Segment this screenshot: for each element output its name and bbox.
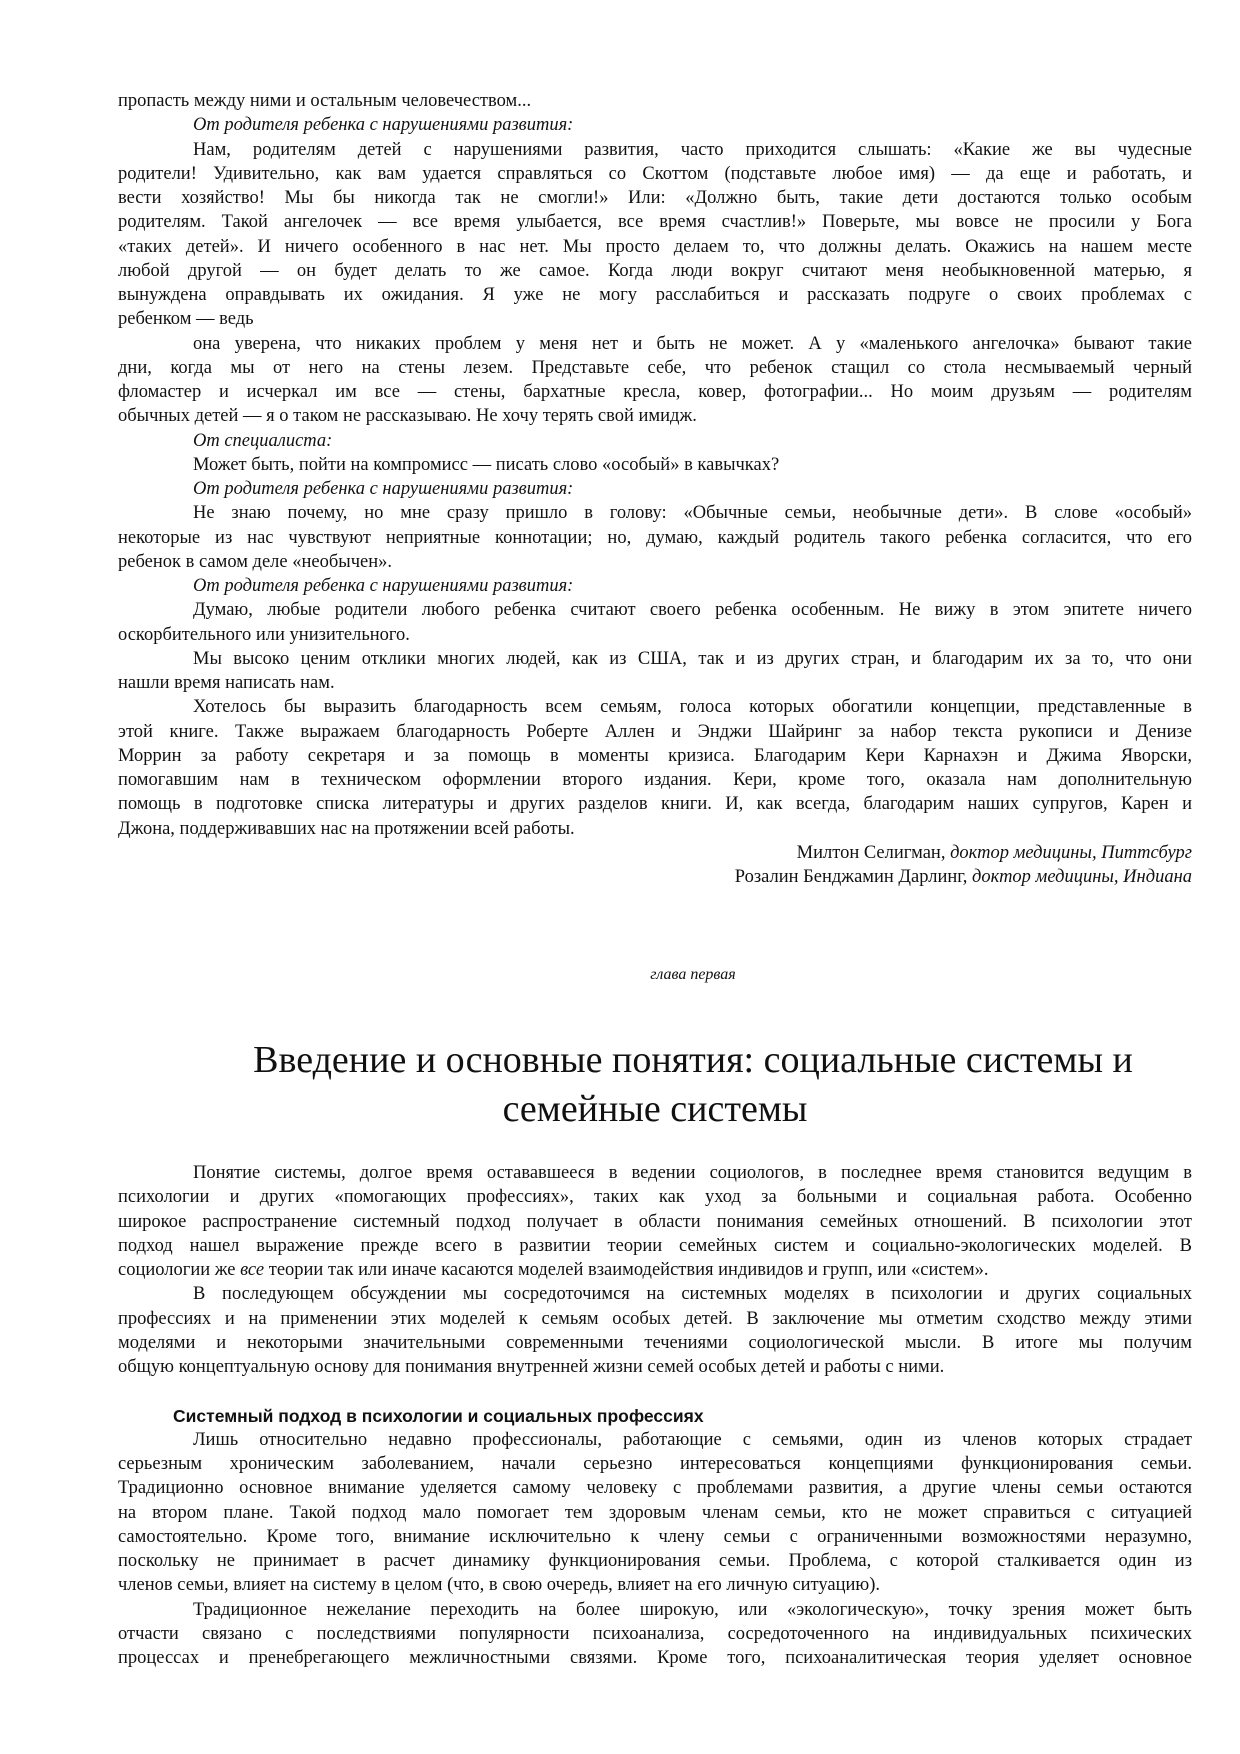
text-line: От родителя ребенка с нарушениями развития: <box>193 115 574 136</box>
paragraph <box>118 647 1192 696</box>
paragraph <box>118 598 1192 647</box>
text-line: любой другой — он будет делать то же самое. Когда люди вокруг считают меня необыкновенной матерью, я <box>118 260 1192 281</box>
speaker-label <box>118 429 1192 453</box>
italic-text: доктор медицины, Индиана <box>972 867 1192 887</box>
text-line: помощь в подготовке списка литературы и других разделов книги. И, как всегда, благодарим наших супругов, Карен и <box>118 794 1192 815</box>
text-line: психологии и других «помогающих профессиях», таких как уход за больными и социальная работа. Особенно <box>118 1187 1192 1208</box>
italic-text: доктор медицины, Питтсбург <box>950 842 1192 863</box>
text-line: на втором плане. Такой подход мало помогает тем здоровым членам семьи, кто не может справиться с ситуацией <box>118 1502 1192 1523</box>
text-line: вести хозяйство! Мы бы никогда так не смогли!» Или: «Должно быть, такие дети достаются только особым <box>118 188 1192 208</box>
text-line: «таких детей». И ничего особенного в нас нет. Мы просто делаем то, что должны делать. Окажись на нашем месте <box>118 236 1192 257</box>
text-line <box>118 865 1192 889</box>
paragraph <box>118 138 1192 332</box>
paragraph <box>118 453 1192 477</box>
text-line: членов семьи, влияет на систему в целом (что, в свою очередь, влияет на его личную ситуацию). <box>118 1575 881 1596</box>
text-line: общую концептуальную основу для понимания внутренней жизни семей особых детей и работы с ними. <box>118 1357 945 1377</box>
text-line: Моррин за работу секретаря и за помощь в моменты кризиса. Благодарим Кери Карнахэн и Джима Яворски, <box>118 745 1192 766</box>
text-line: Джона, поддерживавших нас на протяжении всей работы. <box>118 818 575 839</box>
text-line: оскорбительного или унизительного. <box>118 624 410 645</box>
text-line: поскольку не принимает в расчет динамику функционирования семьи. Проблема, с которой сталкивается один из <box>118 1551 1192 1571</box>
text-line: От родителя ребенка с нарушениями развития: <box>193 576 574 596</box>
chapter-title <box>118 1036 1192 1134</box>
paragraph <box>118 332 1192 429</box>
chapter-title-line: Введение и основные понятия: социальные системы и <box>253 1039 1133 1081</box>
text-line: широкое распространение системный подход получает в области понимания семейных отношений. В психологии этот <box>118 1211 1192 1232</box>
text-line <box>118 1258 1192 1282</box>
front-matter-text <box>118 89 1192 889</box>
text-line: отчасти связано с последствиями популярности психоанализа, сосредоточенного на индивидуальных психических <box>118 1623 1192 1644</box>
chapter-label: глава первая <box>650 966 736 983</box>
text-line: помогавшим нам в техническом оформлении второго издания. Кери, кроме того, оказала нам дополнительную <box>118 770 1192 790</box>
text-line: ребенком — ведь <box>118 309 254 330</box>
text-line: ребенок в самом деле «необычен». <box>118 551 392 572</box>
spacer <box>118 1379 1192 1403</box>
text-line: родителям. Такой ангелочек — все время улыбается, все время счастлив!» Поверьте, мы вовсе не просили у Бога <box>118 212 1192 233</box>
text-line: В последующем обсуждении мы сосредоточимся на системных моделях в психологии и других социальных <box>193 1284 1192 1305</box>
text-line: фломастер и исчеркал им все — стены, бархатные кресла, ковер, фотографии... Но моим друзьям — родителям <box>118 382 1192 402</box>
text-line: Не знаю почему, но мне сразу пришло в голову: «Обычные семьи, необычные дети». В слове «особый» <box>193 503 1192 524</box>
text-line: Лишь относительно недавно профессионалы, работающие с семьями, один из членов которых страдает <box>193 1429 1192 1450</box>
text-line: родители! Удивительно, как вам удается справляться со Скоттом (подставьте любое имя) — да еще и работать, и <box>118 163 1192 184</box>
text-line: самостоятельно. Кроме того, внимание исключительно к члену семьи с ограниченными возможностями неразумно, <box>118 1526 1192 1547</box>
text-segment: теории так или иначе касаются моделей взаимодействия индивидов и групп, или «систем». <box>264 1260 989 1280</box>
text-line: дни, когда мы от него на стены лезем. Представьте себе, что ребенок стащил со стола несмываемый черный <box>118 357 1192 378</box>
signature-block <box>118 841 1192 890</box>
paragraph <box>118 695 1192 841</box>
text-line: этой книге. Также выражаем благодарность Роберте Аллен и Энджи Шайринг за набор текста рукописи и Денизе <box>118 721 1192 742</box>
chapter-body-text <box>118 1161 1192 1670</box>
text-line: Хотелось бы выразить благодарность всем семьям, голоса которых обогатили концепции, представленные в <box>193 697 1192 718</box>
text-line: Мы высоко ценим отклики многих людей, как из США, так и из других стран, и благодарим их за то, что они <box>193 648 1192 669</box>
text-line: вынуждена оправдывать их ожидания. Я уже не могу расслабиться и рассказать подруге о своих проблемах с <box>118 285 1192 305</box>
section-heading <box>118 1404 1192 1428</box>
chapter-title-line: семейные системы <box>502 1088 808 1130</box>
text-line: некоторые из нас чувствуют неприятные коннотации; но, думаю, каждый родитель такого ребенка согласится, что его <box>118 527 1192 548</box>
paragraph <box>118 1161 1192 1282</box>
italic-text: все <box>240 1260 265 1280</box>
speaker-label <box>118 574 1192 598</box>
text-line: нашли время написать нам. <box>118 673 335 693</box>
text-line: пропасть между ними и остальным человечеством... <box>118 91 532 111</box>
paragraph <box>118 89 1192 113</box>
text-line: Может быть, пойти на компромисс — писать слово «особый» в кавычках? <box>193 454 780 475</box>
paragraph <box>118 1282 1192 1379</box>
speaker-label <box>118 113 1192 137</box>
paragraph <box>118 1428 1192 1598</box>
text-segment: социологии же <box>118 1260 241 1280</box>
text-segment: Розалин Бенджамин Дарлинг, <box>734 867 973 887</box>
text-line: моделями и некоторыми значительными современными течениями социологической мысли. В итоге мы получим <box>118 1332 1192 1353</box>
text-line: Думаю, любые родители любого ребенка считают своего ребенка особенным. Не вижу в этом эпитете ничего <box>193 600 1192 621</box>
text-line: Понятие системы, долгое время остававшееся в ведении социологов, в последнее время становится ведущим в <box>193 1163 1192 1183</box>
text-line: процессах и пренебрегающего межличностными связями. Кроме того, психоаналитическая теория уделяет основное <box>118 1648 1192 1668</box>
speaker-label <box>118 477 1192 501</box>
text-line: Традиционно основное внимание уделяется самому человеку с проблемами развития, а другие члены семьи остаются <box>118 1478 1192 1499</box>
text-line: Традиционное нежелание переходить на более широкую, или «экологическую», точку зрения может быть <box>193 1599 1192 1620</box>
text-line: серьезным хроническим заболеванием, начали серьезно интересоваться концепциями функционирования семьи. <box>118 1454 1192 1474</box>
text-line: она уверена, что никаких проблем у меня нет и быть не может. А у «маленького ангелочка» бывают такие <box>193 333 1192 354</box>
paragraph <box>118 1598 1192 1671</box>
text-line: От родителя ребенка с нарушениями развития: <box>193 479 574 499</box>
section-heading-text: Системный подход в психологии и социальных профессиях <box>173 1405 704 1426</box>
text-line <box>118 841 1192 865</box>
text-line: От специалиста: <box>193 430 333 451</box>
text-line: профессиях и на применении этих моделей к семьям особых детей. В заключение мы отметим сходство между этими <box>118 1308 1192 1329</box>
text-line: Нам, родителям детей с нарушениями развития, часто приходится слышать: «Какие же вы чудесные <box>193 139 1192 160</box>
text-segment: Милтон Селигман, <box>796 842 951 863</box>
paragraph <box>118 501 1192 574</box>
text-line: подход нашел выражение прежде всего в развитии теории семейных систем и социально-экологических моделей. В <box>118 1235 1192 1256</box>
text-line: обычных детей — я о таком не рассказываю. Не хочу терять свой имидж. <box>118 406 697 427</box>
